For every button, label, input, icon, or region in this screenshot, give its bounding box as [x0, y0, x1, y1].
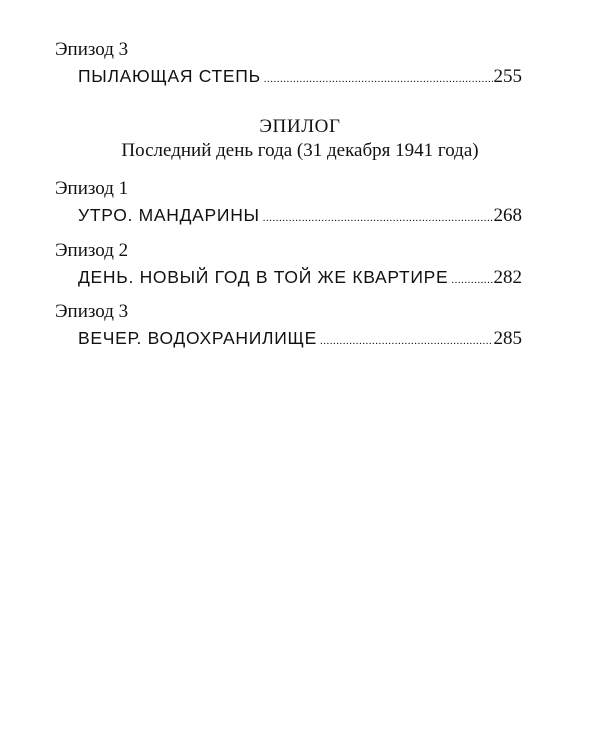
toc-entry-title: ПЫЛАЮЩАЯ СТЕПЬ [78, 66, 261, 86]
episode-label: Эпизод 3 [55, 301, 129, 322]
toc-entry [78, 203, 522, 230]
section-heading: ЭПИЛОГ [259, 116, 341, 137]
toc-entry [78, 265, 522, 292]
section-subtitle: Последний день года (31 декабря 1941 года) [121, 140, 479, 161]
toc-entry-page: 282 [493, 267, 522, 288]
toc-entry-page: 285 [493, 328, 522, 349]
toc-entry-page: 268 [493, 205, 522, 226]
toc-entry-page: 255 [493, 66, 522, 87]
toc-entry [78, 64, 522, 91]
episode-label: Эпизод 3 [55, 39, 129, 60]
toc-entry [78, 326, 522, 353]
toc-entry-title: ВЕЧЕР. ВОДОХРАНИЛИЩЕ [78, 328, 317, 348]
dot-leader [263, 206, 493, 230]
episode-label: Эпизод 1 [55, 178, 129, 199]
toc-entry-title: УТРО. МАНДАРИНЫ [78, 205, 260, 225]
dot-leader [320, 329, 493, 353]
dot-leader [451, 268, 492, 292]
toc-entry-title: ДЕНЬ. НОВЫЙ ГОД В ТОЙ ЖЕ КВАРТИРЕ [78, 267, 449, 287]
dot-leader [264, 67, 493, 91]
episode-label: Эпизод 2 [55, 240, 129, 261]
